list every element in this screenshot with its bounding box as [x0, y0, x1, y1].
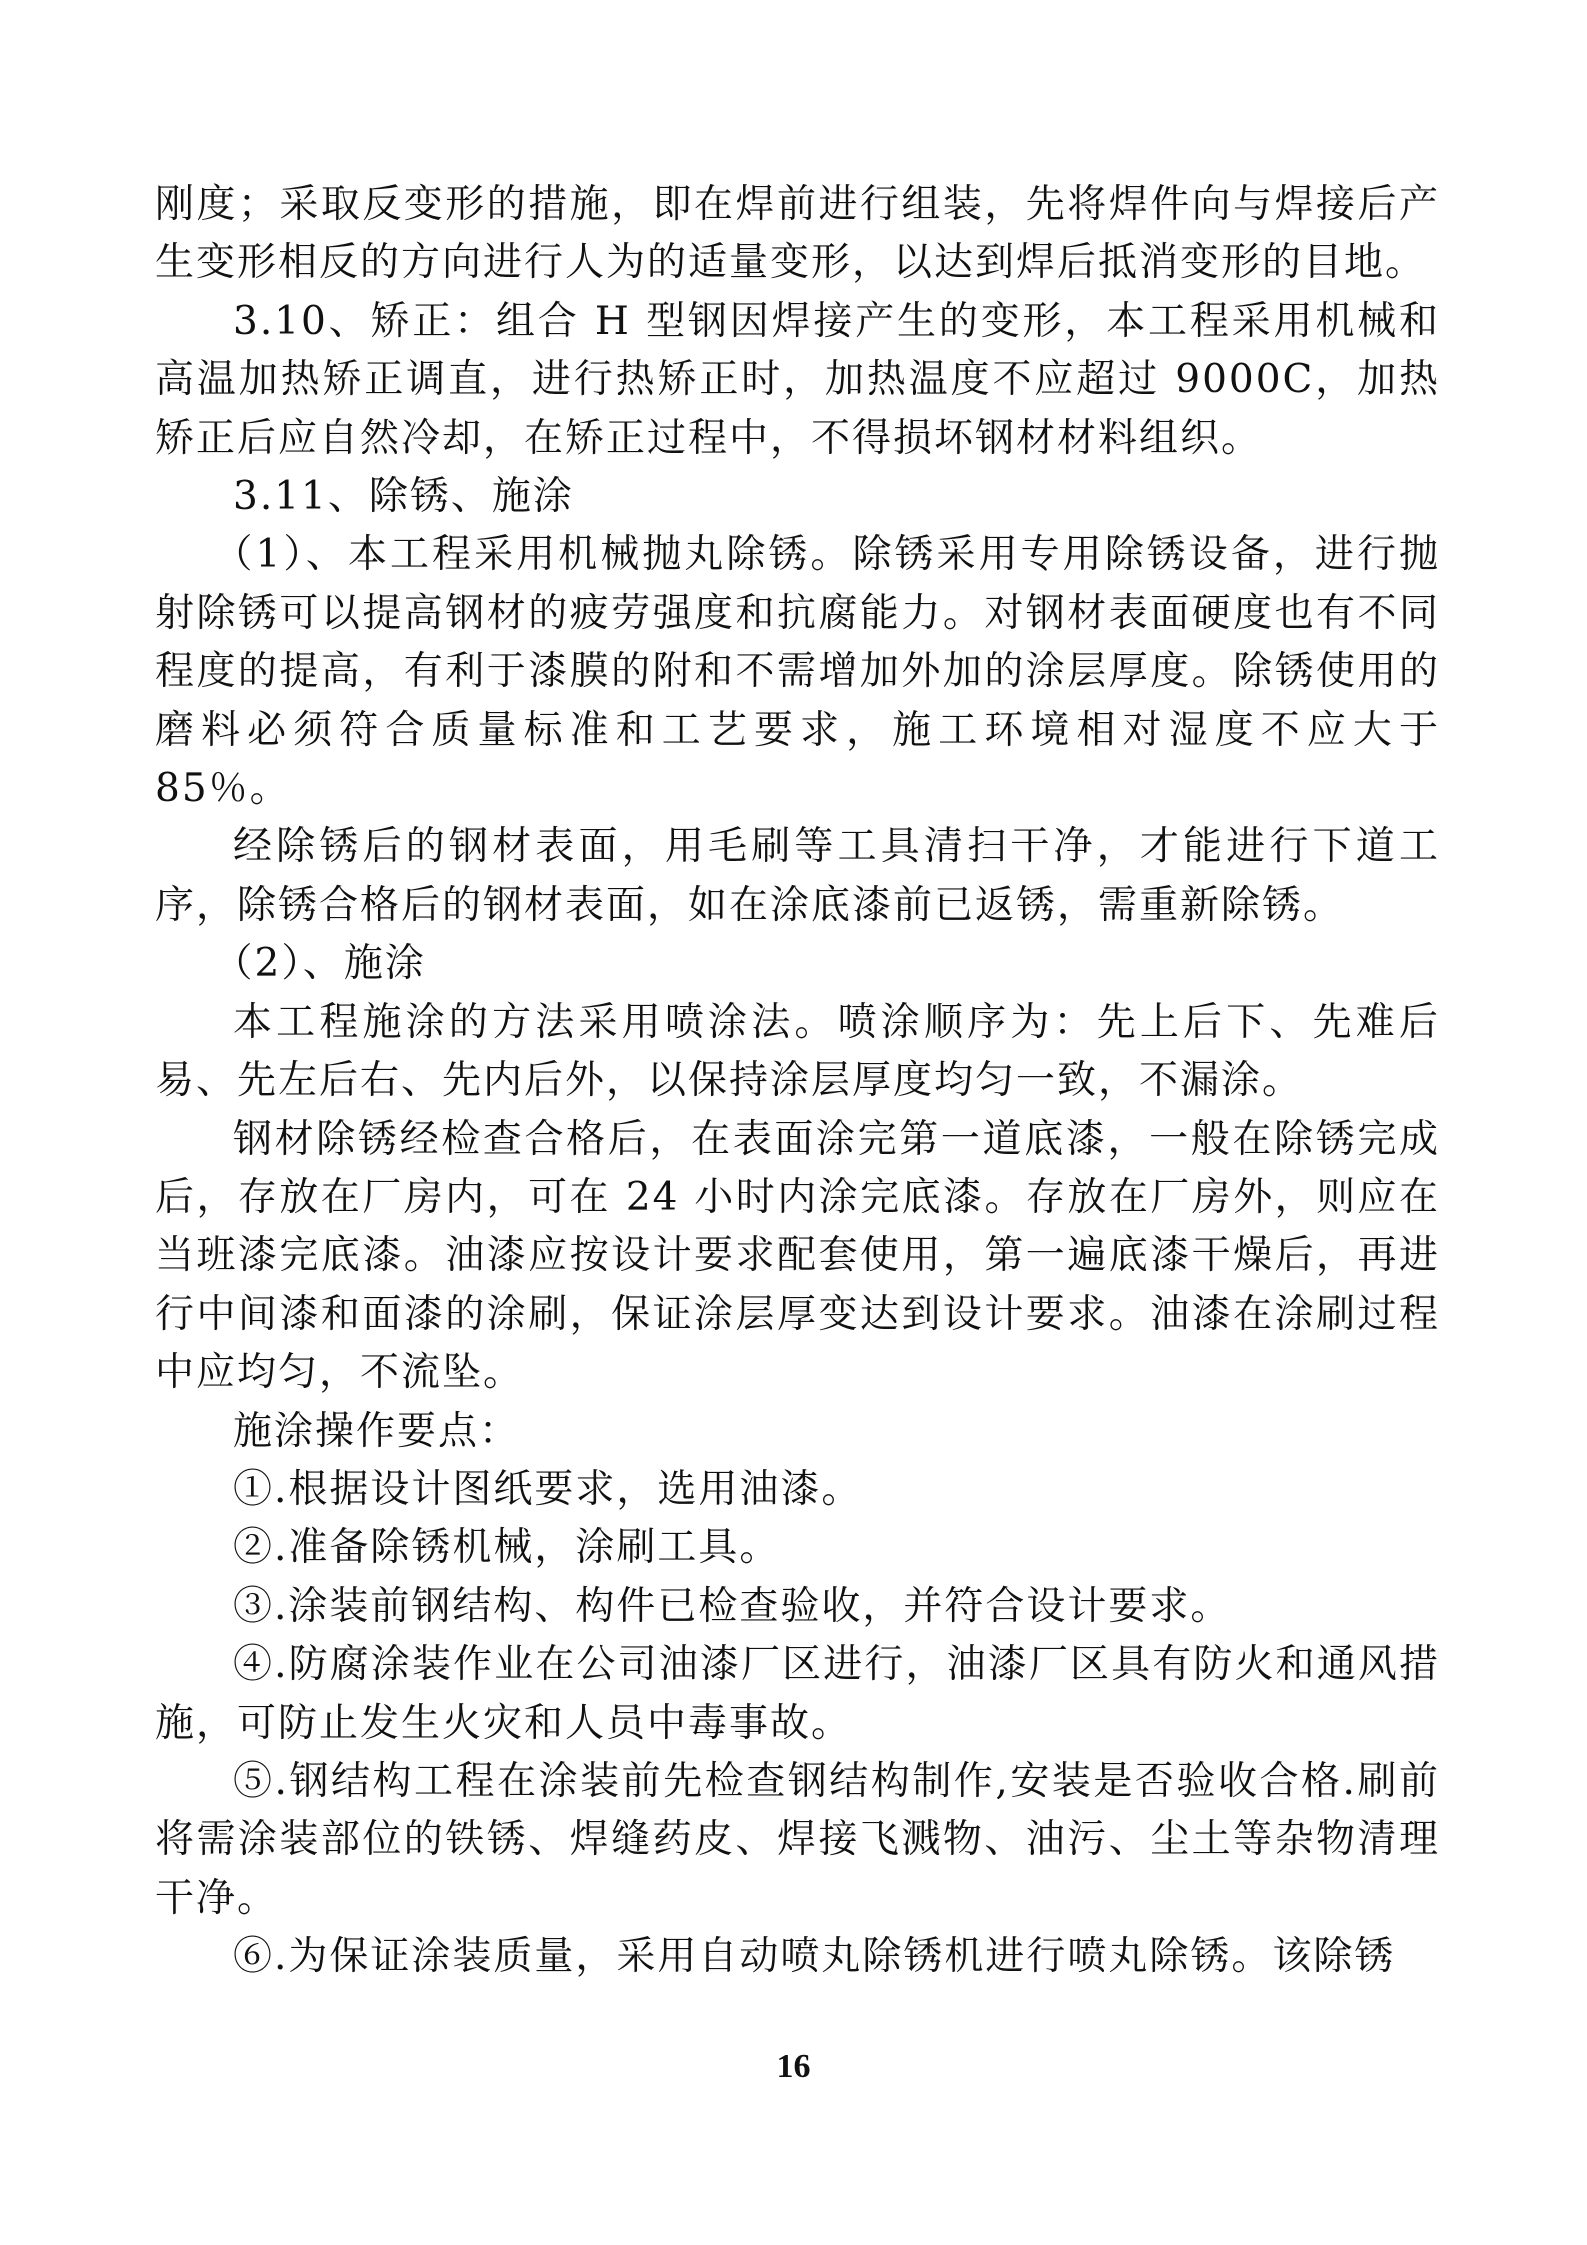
heading-key-points: 施涂操作要点：	[233, 1408, 521, 1454]
paragraph-item-1: （1）、本工程采用机械抛丸除锈。除锈采用专用除锈设备，进行抛射除锈可以提高钢材的疲劳强度和抗腐能力。对钢材表面硬度也有不同程度的提高，有利于漆膜的附和不需增加外加的涂层厚度。除锈使用的磨料必须符合质量标准和工艺要求，施工环境相对湿度不应大于 85％。	[155, 532, 1440, 812]
paragraph-continuation: 刚度；采取反变形的措施，即在焊前进行组装，先将焊件向与焊接后产生变形相反的方向进行人为的适量变形，以达到焊后抵消变形的目地。	[155, 182, 1440, 286]
page-number: 16	[776, 2048, 811, 2085]
paragraph-rust-removal: 经除锈后的钢材表面，用毛刷等工具清扫干净，才能进行下道工序，除锈合格后的钢材表面，如在涂底漆前已返锈，需重新除锈。	[155, 824, 1440, 928]
body-text	[155, 176, 1440, 1987]
list-item-3: ③.涂装前钢结构、构件已检查验收，并符合设计要求。	[233, 1583, 1232, 1629]
list-item-5: ⑤.钢结构工程在涂装前先检查钢结构制作,安装是否验收合格.刷前将需涂装部位的铁锈、焊缝药皮、焊接飞溅物、油污、尘土等杂物清理干净。	[155, 1758, 1440, 1921]
heading-item-2: （2）、施涂	[213, 941, 426, 987]
list-item-4: ④.防腐涂装作业在公司油漆厂区进行，油漆厂区具有防火和通风措施，可防止发生火灾和人员中毒事故。	[155, 1642, 1440, 1746]
list-item-2: ②.准备除锈机械，涂刷工具。	[233, 1525, 781, 1571]
heading-3-11: 3.11、除锈、施涂	[233, 474, 574, 520]
paragraph-3-10: 3.10、矫正：组合 H 型钢因焊接产生的变形，本工程采用机械和高温加热矫正调直，进行热矫正时，加热温度不应超过 9000C，加热矫正后应自然冷却，在矫正过程中，不得损坏钢材材料组织。	[155, 298, 1440, 461]
list-item-6: ⑥.为保证涂装质量，采用自动喷丸除锈机进行喷丸除锈。该除锈	[233, 1934, 1396, 1980]
paragraph-spray-method: 本工程施涂的方法采用喷涂法。喷涂顺序为：先上后下、先难后易、先左后右、先内后外，以保持涂层厚度均匀一致，不漏涂。	[155, 999, 1440, 1104]
paragraph-primer: 钢材除锈经检查合格后，在表面涂完第一道底漆，一般在除锈完成后，存放在厂房内，可在 24 小时内涂完底漆。存放在厂房外，则应在当班漆完底漆。油漆应按设计要求配套使用，第一遍底漆干燥后，再进行中间漆和面漆的涂刷，保证涂层厚变达到设计要求。油漆在涂刷过程中应均匀，不流坠。	[155, 1116, 1440, 1396]
list-item-1: ①.根据设计图纸要求，选用油漆。	[233, 1466, 863, 1512]
